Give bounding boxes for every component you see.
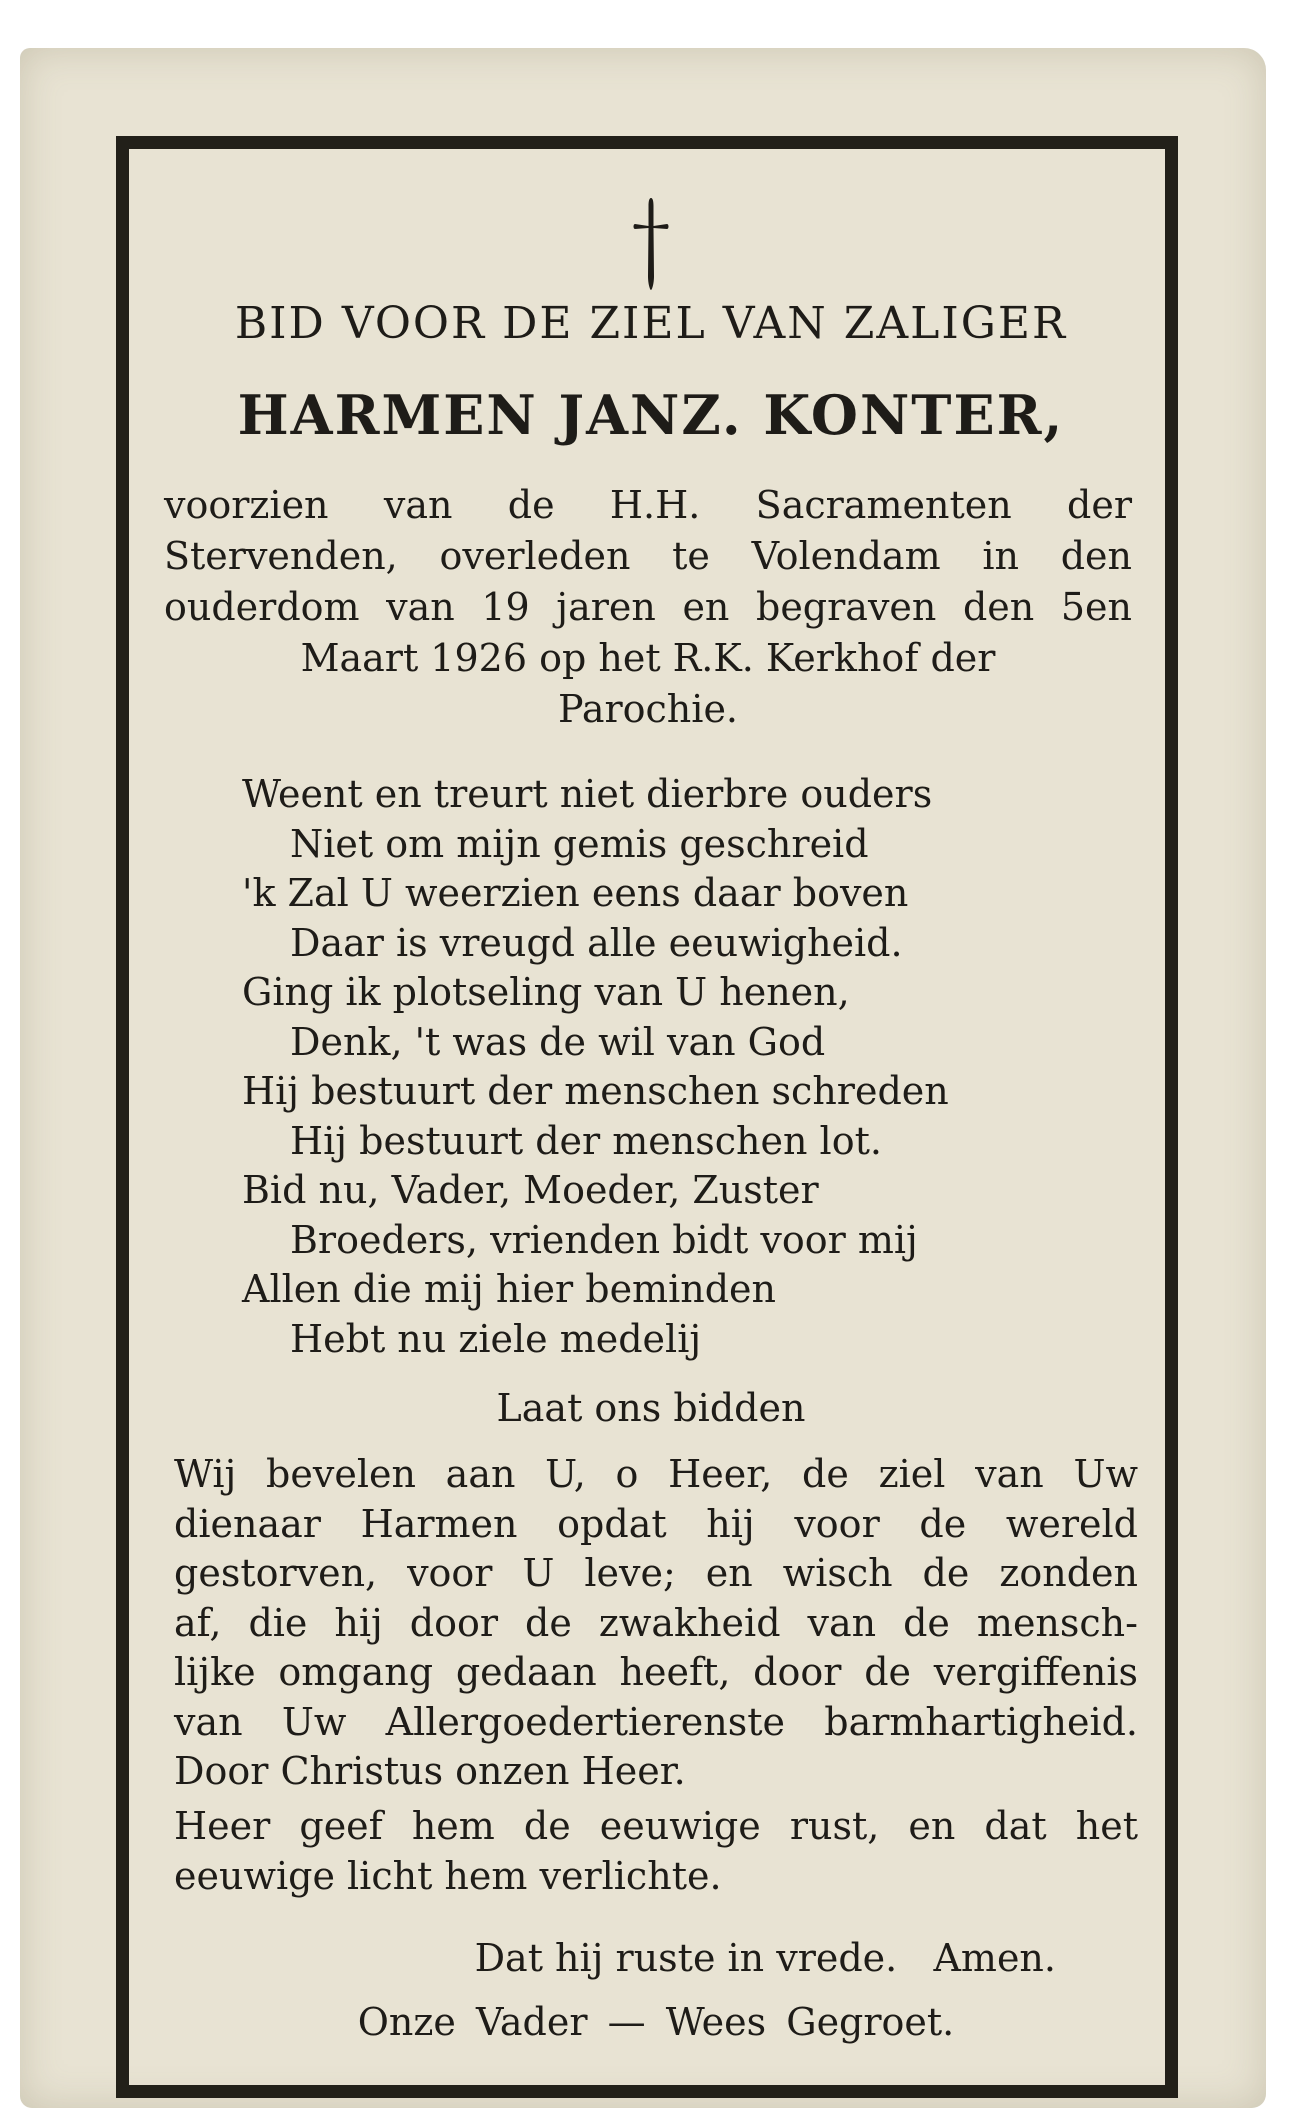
intro-line: Maart 1926 op het R.K. Kerkhof der bbox=[300, 636, 996, 680]
prayer-paragraph bbox=[174, 1450, 1138, 1797]
poem-line: Allen die mij hier beminden bbox=[242, 1267, 777, 1311]
poem-line: Bid nu, Vader, Moeder, Zuster bbox=[242, 1168, 819, 1212]
poem-line: Niet om mijn gemis geschreid bbox=[290, 821, 869, 866]
intro-line: voorzien van de H.H. Sacramenten der bbox=[164, 483, 1132, 527]
cross-icon-svg bbox=[631, 196, 671, 292]
cross-icon bbox=[156, 196, 1146, 296]
memorial-card bbox=[20, 48, 1266, 2108]
rest-line: eeuwige licht hem verlichte. bbox=[174, 1853, 722, 1898]
prayer-line: lijke omgang gedaan heeft, door de vergiffenis bbox=[174, 1650, 1138, 1694]
closing bbox=[256, 1926, 1056, 2054]
poem-line: Hij bestuurt der menschen lot. bbox=[290, 1118, 882, 1163]
prayer-line: Door Christus onzen Heer. bbox=[174, 1749, 686, 1793]
prayer-line: Wij bevelen aan U, o Heer, de ziel van Uw bbox=[174, 1452, 1138, 1496]
prayer-line: gestorven, voor U leve; en wisch de zonden bbox=[174, 1551, 1138, 1595]
prayer-line: af, die hij door de zwakheid van de mensch- bbox=[174, 1600, 1138, 1645]
poem-line: Ging ik plotseling van U henen, bbox=[242, 970, 850, 1014]
poem-line: Daar is vreugd alle eeuwigheid. bbox=[290, 920, 903, 965]
poem-line: Hebt nu ziele medelij bbox=[290, 1316, 702, 1361]
rest-line: Heer geef hem de eeuwige rust, en dat het bbox=[174, 1804, 1138, 1848]
poem bbox=[242, 770, 1102, 1364]
prayer-title: Laat ons bidden bbox=[496, 1386, 806, 1430]
prayer-line: van Uw Allergoedertierenste barmhartigheid. bbox=[174, 1699, 1138, 1744]
rest-paragraph bbox=[174, 1802, 1138, 1901]
intro-line: Parochie. bbox=[557, 687, 739, 731]
poem-line: Denk, 't was de wil van God bbox=[290, 1019, 826, 1064]
poem-line: Weent en treurt niet dierbre ouders bbox=[242, 772, 933, 816]
card-heading: BID VOOR DE ZIEL VAN ZALIGER bbox=[234, 298, 1068, 349]
prayer-line: dienaar Harmen opdat hij voor de wereld bbox=[174, 1501, 1138, 1546]
poem-line: Broeders, vrienden bidt voor mij bbox=[290, 1217, 918, 1262]
deceased-name: HARMEN JANZ. KONTER, bbox=[237, 383, 1065, 447]
intro-paragraph bbox=[164, 480, 1132, 735]
intro-line: ouderdom van 19 jaren en begraven den 5en bbox=[164, 585, 1132, 629]
poem-line: 'k Zal U weerzien eens daar boven bbox=[242, 871, 909, 915]
closing-line-amen: Dat hij ruste in vrede. Amen. bbox=[474, 1936, 1056, 1980]
poem-line: Hij bestuurt der menschen schreden bbox=[242, 1069, 949, 1113]
closing-line-prayers: Onze Vader — Wees Gegroet. bbox=[357, 2000, 955, 2044]
intro-line: Stervenden, overleden te Volendam in den bbox=[164, 534, 1132, 578]
